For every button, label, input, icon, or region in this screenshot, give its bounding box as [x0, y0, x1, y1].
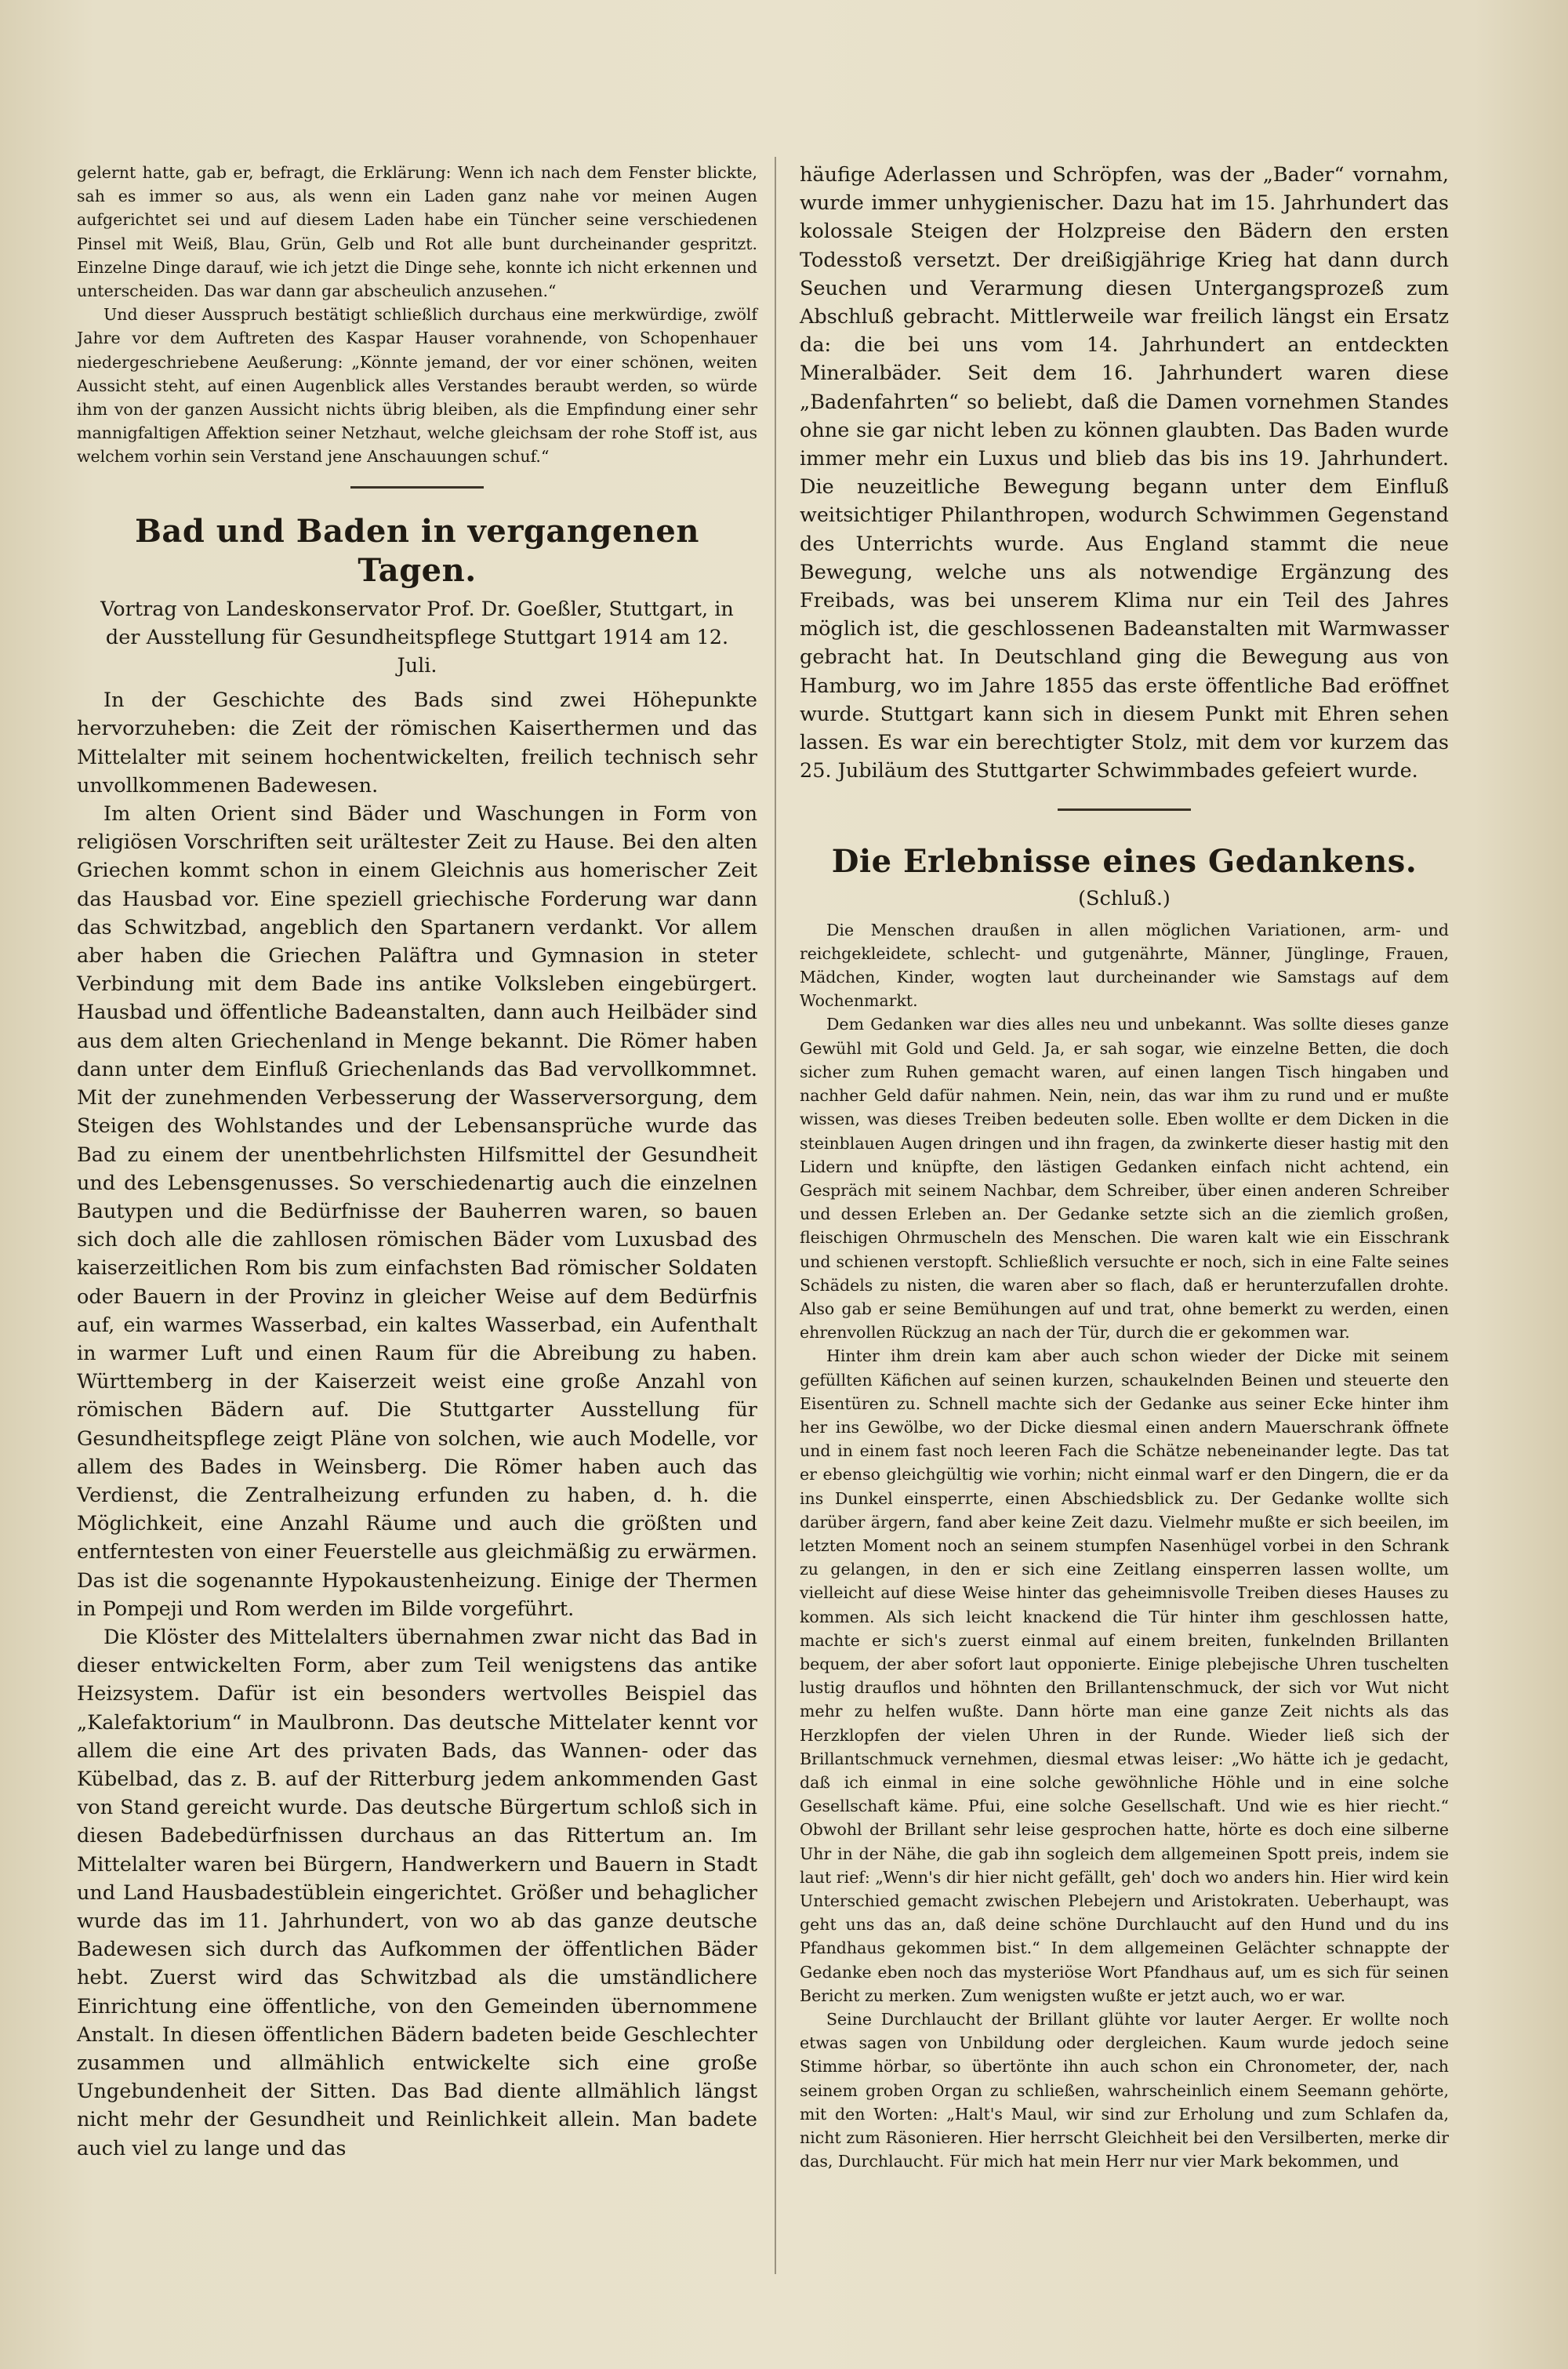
section-divider: [1058, 808, 1191, 811]
article-title: Bad und Baden in vergangenen Tagen.: [135, 512, 699, 589]
article-paragraph-3: Die Klöster des Mittelalters übernahmen zwar nicht das Bad in dieser entwickelten Form, aber zum Teil wenigstens das antike Heizsystem. Dafür ist ein besonders wertvolles Beispiel das „Kalefaktorium“ in Maulbronn. Das deutsche Mittelater kennt vor allem die eine Art des privaten Bads, das Wannen- oder das Kübelbad, das z. B. auf der Ritterburg jedem ankommenden Gast von Stand gereicht wurde. Das deutsche Bürgertum schloß sich in diesen Badebedürfnissen durchaus an das Rittertum an. Im Mittelalter waren bei Bürgern, Handwerkern und Bauern in Stadt und Land Hausbadestüblein eingerichtet. Größer und behaglicher wurde das im 11. Jahrhundert, von wo ab das ganze deutsche Badewesen sich durch das Aufkommen der öffentlichen Bäder hebt. Zuerst wird das Schwitzbad als die umständlichere Einrichtung eine öffentliche, von den Gemeinden übernommene Anstalt. In diesen öffentlichen Bädern badeten beide Geschlechter zusammen und allmählich entwickelte sich eine große Ungebundenheit der Sitten. Das Bad diente allmählich längst nicht mehr der Gesundheit und Reinlichkeit allein. Man badete auch viel zu lange und das: [77, 1625, 757, 2160]
article-paragraph-1: In der Geschichte des Bads sind zwei Höhepunkte hervorzuheben: die Zeit der römischen Kaiserthermen und das Mittelalter mit seinem hochentwickelten, freilich technisch sehr unvollkommenen Badewesen.: [77, 689, 757, 798]
story-paragraph-1: Die Menschen draußen in allen möglichen Variationen, arm- und reichgekleidete, schlecht- und gutgenährte, Männer, Jünglinge, Frauen, Mädchen, Kinder, wogten laut durcheinander wie Samstags auf dem Wochenmarkt.: [800, 920, 1449, 1011]
story-paragraph-4: Seine Durchlaucht der Brillant glühte vor lauter Aerger. Er wollte noch etwas sagen von Unbildung oder dergleichen. Kaum wurde jedoch seine Stimme hörbar, so übertönte ihn auch schon ein Chronometer, der, nach seinem groben Organ zu schließen, wahrscheinlich einem Seemann gehörte, mit den Worten: „Halt's Maul, wir sind zur Erholung und zum Schlafen da, nicht zum Räsonieren. Hier herrscht Gleichheit bei den Versilberten, merke dir das, Durchlaucht. Für mich hat mein Herr nur vier Mark bekommen, und: [800, 2010, 1449, 2171]
story-paragraph-2: Dem Gedanken war dies alles neu und unbekannt. Was sollte dieses ganze Gewühl mit Gold und Geld. Ja, er sah sogar, wie einzelne Betten, die doch sicher zum Ruhen gemacht waren, auf einen langen Tisch hingaben und nachher Geld dafür nahmen. Nein, nein, das war ihm zu rund und er mußte wissen, was dieses Treiben bedeuten solle. Eben wollte er dem Dicken in die steinblauen Augen dringen und ihn fragen, da zwinkerte dieser hastig mit den Lidern und knüpfte, den lästigen Gedanken einfach nicht achtend, ein Gespräch mit seinem Nachbar, dem Schreiber, über einen anderen Schreiber und dessen Erleben an. Der Gedanke setzte sich an die ziemlich großen, fleischigen Ohrmuscheln des Menschen. Die waren kalt wie ein Eisschrank und schienen verstopft. Schließlich versuchte er noch, sich in eine Falte seines Schädels zu nisten, die waren aber so flach, daß er herunterzufallen drohte. Also gab er seine Bemühungen auf und trat, ohne bemerkt zu werden, einen ehrenvollen Rückzug an nach der Tür, durch die er gekommen war.: [800, 1015, 1449, 1343]
article-paragraph-2: Im alten Orient sind Bäder und Waschungen in Form von religiösen Vorschriften seit urältester Zeit zu Hause. Bei den alten Griechen kommt schon in einem Gleichnis aus homerischer Zeit das Hausbad vor. Eine speziell griechische Forderung war dann das Schwitzbad, angeblich den Spartanern verdankt. Vor allem aber haben die Griechen Paläftra und Gymnasion in steter Verbindung mit dem Bade ins antike Volksleben eingebürgert. Hausbad und öffentliche Badeanstalten, dann auch Heilbäder sind aus dem alten Griechenland in Menge bekannt. Die Römer haben dann unter dem Einfluß Griechenlands das Bad vervollkommnet. Mit der zunehmenden Verbesserung der Wasserversorgung, dem Steigen des Wohlstandes und der Lebensansprüche wurde das Bad zu einem der unentbehrlichsten Hilfsmittel der Gesundheit und des Lebensgenusses. So verschiedenartig auch die einzelnen Bautypen und die Bedürfnisse der Bauherren waren, so bauen sich doch alle die zahllosen römischen Bäder vom Luxusbad des kaiserzeitlichen Rom bis zum einfachsten Bad römischer Soldaten oder Bauern in der Provinz in gleicher Weise auf dem Bedürfnis auf, ein warmes Wasserbad, ein kaltes Wasserbad, ein Aufenthalt in warmer Luft und einen Raum für die Abreibung zu haben. Württemberg in der Kaiserzeit weist eine große Anzahl von römischen Bädern auf. Die Stuttgarter Ausstellung für Gesundheitspflege zeigt Pläne von solchen, wie auch Modelle, vor allem des Bades in Weinsberg. Die Römer haben auch das Verdienst, die Zentralheizung erfunden zu haben, d. h. die Möglichkeit, eine Anzahl Räume und auch die größten und entferntesten von einer Feuerstelle aus gleichmäßig zu erwärmen. Das ist die sogenannte Hypokaustenheizung. Einige der Thermen in Pompeji und Rom werden im Bilde vorgeführt.: [77, 802, 757, 1621]
story-title: Die Erlebnisse eines Gedankens.: [831, 843, 1417, 881]
intro-paragraph-2: Und dieser Ausspruch bestätigt schließlich durchaus eine merkwürdige, zwölf Jahre vor dem Auftreten des Kaspar Hauser vorahnende, von Schopenhauer niedergeschriebene Aeußerung: „Könnte jemand, der vor einer schönen, weiten Aussicht steht, auf einen Augenblick alles Verstandes beraubt werden, so würde ihm von der ganzen Aussicht nichts übrig bleiben, als die Empfindung einer sehr mannigfaltigen Affektion seiner Netzhaut, welche gleichsam der rohe Stoff ist, aus welchem vorhin sein Verstand jene Anschauungen schuf.“: [77, 305, 757, 467]
article-continuation: häufige Aderlassen und Schröpfen, was der „Bader“ vornahm, wurde immer unhygienischer. Dazu hat im 15. Jahrhundert das kolossale Steigen der Holzpreise den Bädern den ersten Todesstoß versetzt. Der dreißigjährige Krieg hat dann durch Seuchen und Verarmung diesen Untergangsprozeß zum Abschluß gebracht. Mittlerweile war freilich längst ein Ersatz da: die bei uns vom 14. Jahrhundert an entdeckten Mineralbäder. Seit dem 16. Jahrhundert waren diese „Badenfahrten“ so beliebt, daß die Damen vornehmen Standes ohne sie gar nicht leben zu können glaubten. Das Baden wurde immer mehr ein Luxus und blieb das bis ins 19. Jahrhundert. Die neuzeitliche Bewegung begann unter dem Einfluß weitsichtiger Philanthropen, wodurch Schwimmen Gegenstand des Unterrichts wurde. Aus England stammt die neue Bewegung, welche uns als notwendige Ergänzung des Freibads, was bei unserem Klima nur ein Teil des Jahres möglich ist, die geschlossenen Badeanstalten mit Warmwasser gebracht hat. In Deutschland ging die Bewegung aus von Hamburg, wo im Jahre 1855 das erste öffentliche Bad eröffnet wurde. Stuttgart kann sich in diesem Punkt mit Ehren sehen lassen. Es war ein berechtigter Stolz, mit dem vor kurzem das 25. Jubiläum des Stuttgarter Schwimmbades gefeiert wurde.: [800, 163, 1449, 783]
left-column: [77, 161, 757, 2163]
intro-paragraph-1: gelernt hatte, gab er, befragt, die Erklärung: Wenn ich nach dem Fenster blickte, sah es immer so aus, als wenn ein Laden ganz nahe vor meinen Augen aufgerichtet sei und auf diesem Laden habe ein Tüncher seine verschiedenen Pinsel mit Weiß, Blau, Grün, Gelb und Rot alle bunt durcheinander gespritzt. Einzelne Dinge darauf, wie ich jetzt die Dinge sehe, konnte ich nicht erkennen und unterscheiden. Das war dann gar abscheulich anzusehen.“: [77, 163, 757, 301]
right-column: [800, 161, 1449, 2173]
column-rule: [775, 157, 776, 2274]
story-paragraph-3: Hinter ihm drein kam aber auch schon wieder der Dicke mit seinem gefüllten Käfichen auf seinen kurzen, schaukelnden Beinen und steuerte den Eisentüren zu. Schnell machte sich der Gedanke aus seiner Ecke hinter ihm her ins Gewölbe, wo der Dicke diesmal einen andern Mauerschrank öffnete und in einem fast noch leeren Fach die Schätze nebeneinander legte. Das tat er ebenso gleichgültig wie vorhin; nicht einmal warf er den Dingern, die er da ins Dunkel einsperrte, einen Abschiedsblick zu. Der Gedanke wollte sich darüber ärgern, fand aber keine Zeit dazu. Vielmehr mußte er sich beeilen, im letzten Moment noch an seinem stumpfen Nasenhügel vorbei in den Schrank zu gelangen, in den er sich eine Zeitlang einsperren lassen wollte, um vielleicht auf diese Weise hinter das geheimnisvolle Treiben dieses Hauses zu kommen. Als sich leicht knackend die Tür hinter ihm geschlossen hatte, machte er sich's zuerst einmal auf einem breiten, funkelnden Brillanten bequem, der aber sofort laut opponierte. Einige plebejische Uhren tuschelten lustig drauflos und höhnten den Brillantenschmuck, der sich vor Wut nicht mehr zu helfen wußte. Dann hörte man eine ganze Zeit nichts als das Herzklopfen der vielen Uhren in der Runde. Wieder ließ sich der Brillantschmuck vernehmen, diesmal etwas leiser: „Wo hätte ich je gedacht, daß ich einmal in eine solche gewöhnliche Höhle und in eine solche Gesellschaft käme. Pfui, eine solche Gesellschaft. Und wie es hier riecht.“ Obwohl der Brillant sehr leise gesprochen hatte, hörte es doch eine silberne Uhr in der Nähe, die gab ihn sogleich dem allgemeinen Spott preis, indem sie laut rief: „Wenn's dir hier nicht gefällt, geh' doch wo anders hin. Hier wird kein Unterschied gemacht zwischen Plebejern und Aristokraten. Ueberhaupt, was geht uns das an, daß deine schöne Durchlaucht auf den Hund und du ins Pfandhaus gekommen bist.“ In dem allgemeinen Gelächter schnappte der Gedanke eben noch das mysteriöse Wort Pfandhaus auf, um es sich für seinen Bericht zu merken. Zum wenigsten wußte er jetzt auch, wo er war.: [800, 1346, 1449, 2005]
section-divider: [350, 486, 484, 489]
article-byline: Vortrag von Landeskonservator Prof. Dr. Goeßler, Stuttgart, in der Ausstellung für Gesundheitspflege Stuttgart 1914 am 12. Juli.: [100, 597, 734, 678]
story-subtitle: (Schluß.): [1078, 887, 1171, 911]
